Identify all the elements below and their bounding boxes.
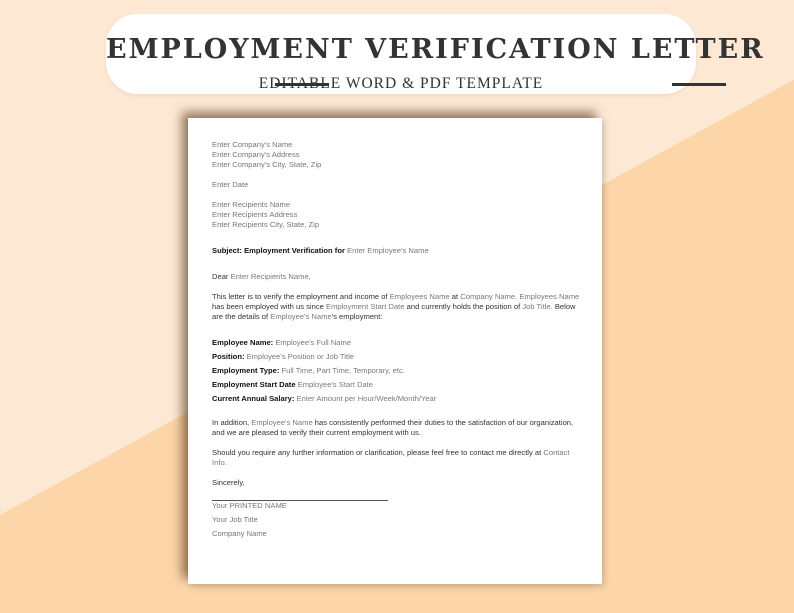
banner-rule-right: [672, 83, 726, 86]
recipient-name: Enter Recipients Name: [212, 200, 291, 209]
banner-subtitle: EDITABLE WORD & PDF TEMPLATE: [258, 75, 544, 92]
recipient-address: Enter Recipients Address: [212, 210, 298, 219]
company-address: Enter Company's Address: [212, 150, 300, 159]
subject-line: [212, 246, 582, 256]
detail-row: Employment Start Date Employee's Start Date: [212, 380, 373, 389]
banner-title: EMPLOYMENT VERIFICATION LETTER: [106, 34, 765, 65]
detail-row: Employee Name: Employee's Full Name: [212, 338, 352, 347]
letter-body: [212, 140, 582, 539]
salutation: Dear Enter Recipients Name,: [212, 272, 311, 281]
paragraph-contact: Should you require any further information or clarification, please feel free to contact me directly at Contact Info.: [212, 448, 570, 467]
paragraph-intro: This letter is to verify the employment and income of Employees Name at Company Name. Employees Name has been employed with us since Employment Start Date and currently holds the position of Job Title. Below are the details of Employee's Name's employment:: [212, 292, 580, 321]
printed-name: Your PRINTED NAME: [212, 501, 287, 510]
company-name: Enter Company's Name: [212, 140, 293, 149]
subject-label: Subject: Employment Verification for: [212, 246, 345, 255]
company-city: Enter Company's City, State, Zip: [212, 160, 322, 169]
letter-page: [188, 118, 602, 584]
signer-company: Company Name: [212, 529, 267, 538]
recipient-city: Enter Recipients City, State, Zip: [212, 220, 320, 229]
title-banner: [106, 14, 765, 94]
subject-value: Enter Employee's Name: [347, 246, 429, 255]
signer-job-title: Your Job Title: [212, 515, 258, 524]
salutation-name: Enter Recipients Name,: [230, 272, 311, 281]
letter-date: Enter Date: [212, 180, 249, 189]
detail-row: Position: Employee's Position or Job Title: [212, 352, 355, 361]
employment-details: [212, 338, 582, 404]
signature-line: [212, 488, 388, 501]
detail-row: Current Annual Salary: Enter Amount per Hour/Week/Month/Year: [212, 394, 437, 403]
paragraph-performance: In addition, Employee's Name has consistently performed their duties to the satisfaction of our organization, and we are pleased to verify their current employment with us.: [212, 418, 574, 437]
detail-row: Employment Type: Full Time, Part Time, Temporary, etc.: [212, 366, 405, 375]
closing: Sincerely,: [212, 478, 245, 487]
